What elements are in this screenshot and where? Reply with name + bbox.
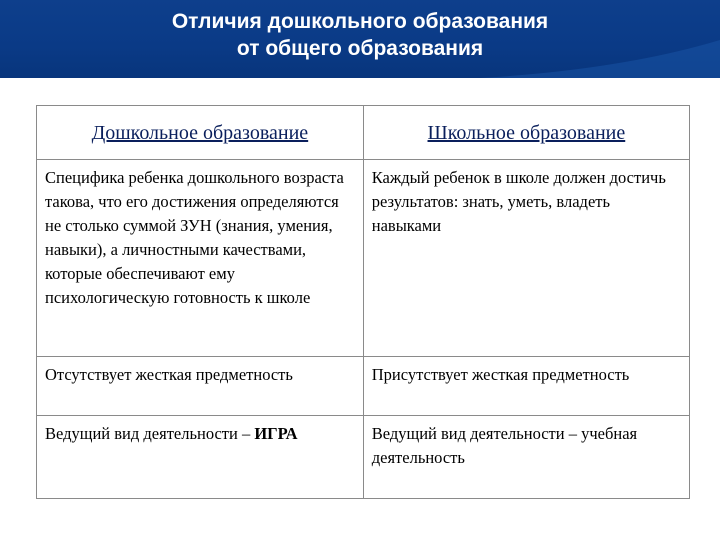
- table-row: [37, 160, 690, 357]
- emphasis-game: ИГРА: [254, 424, 298, 443]
- title-banner: [0, 0, 720, 78]
- cell-preschool: Отсутствует жесткая предметность: [37, 357, 364, 416]
- slide-title: [0, 8, 720, 62]
- cell-school: Присутствует жесткая предметность: [363, 357, 689, 416]
- table-row: [37, 357, 690, 416]
- cell-school: Ведущий вид деятельности – учебная деятельность: [363, 416, 689, 499]
- cell-preschool: Специфика ребенка дошкольного возраста такова, что его достижения определяются не столько суммой ЗУН (знания, умения, навыки), а личностными качествами, которые обеспечивают ему психологическую готовность к школе: [37, 160, 364, 357]
- table-row: [37, 416, 690, 499]
- cell-preschool: [37, 416, 364, 499]
- header-school: Школьное образование: [363, 106, 689, 160]
- cell-text: Ведущий вид деятельности –: [45, 424, 255, 443]
- title-line-1: Отличия дошкольного образования: [171, 10, 549, 33]
- table-header-row: [37, 106, 690, 160]
- comparison-table: [36, 105, 690, 499]
- header-preschool: Дошкольное образование: [37, 106, 364, 160]
- title-line-2: от общего образования: [236, 37, 484, 60]
- cell-school: Каждый ребенок в школе должен достичь результатов: знать, уметь, владеть навыками: [363, 160, 689, 357]
